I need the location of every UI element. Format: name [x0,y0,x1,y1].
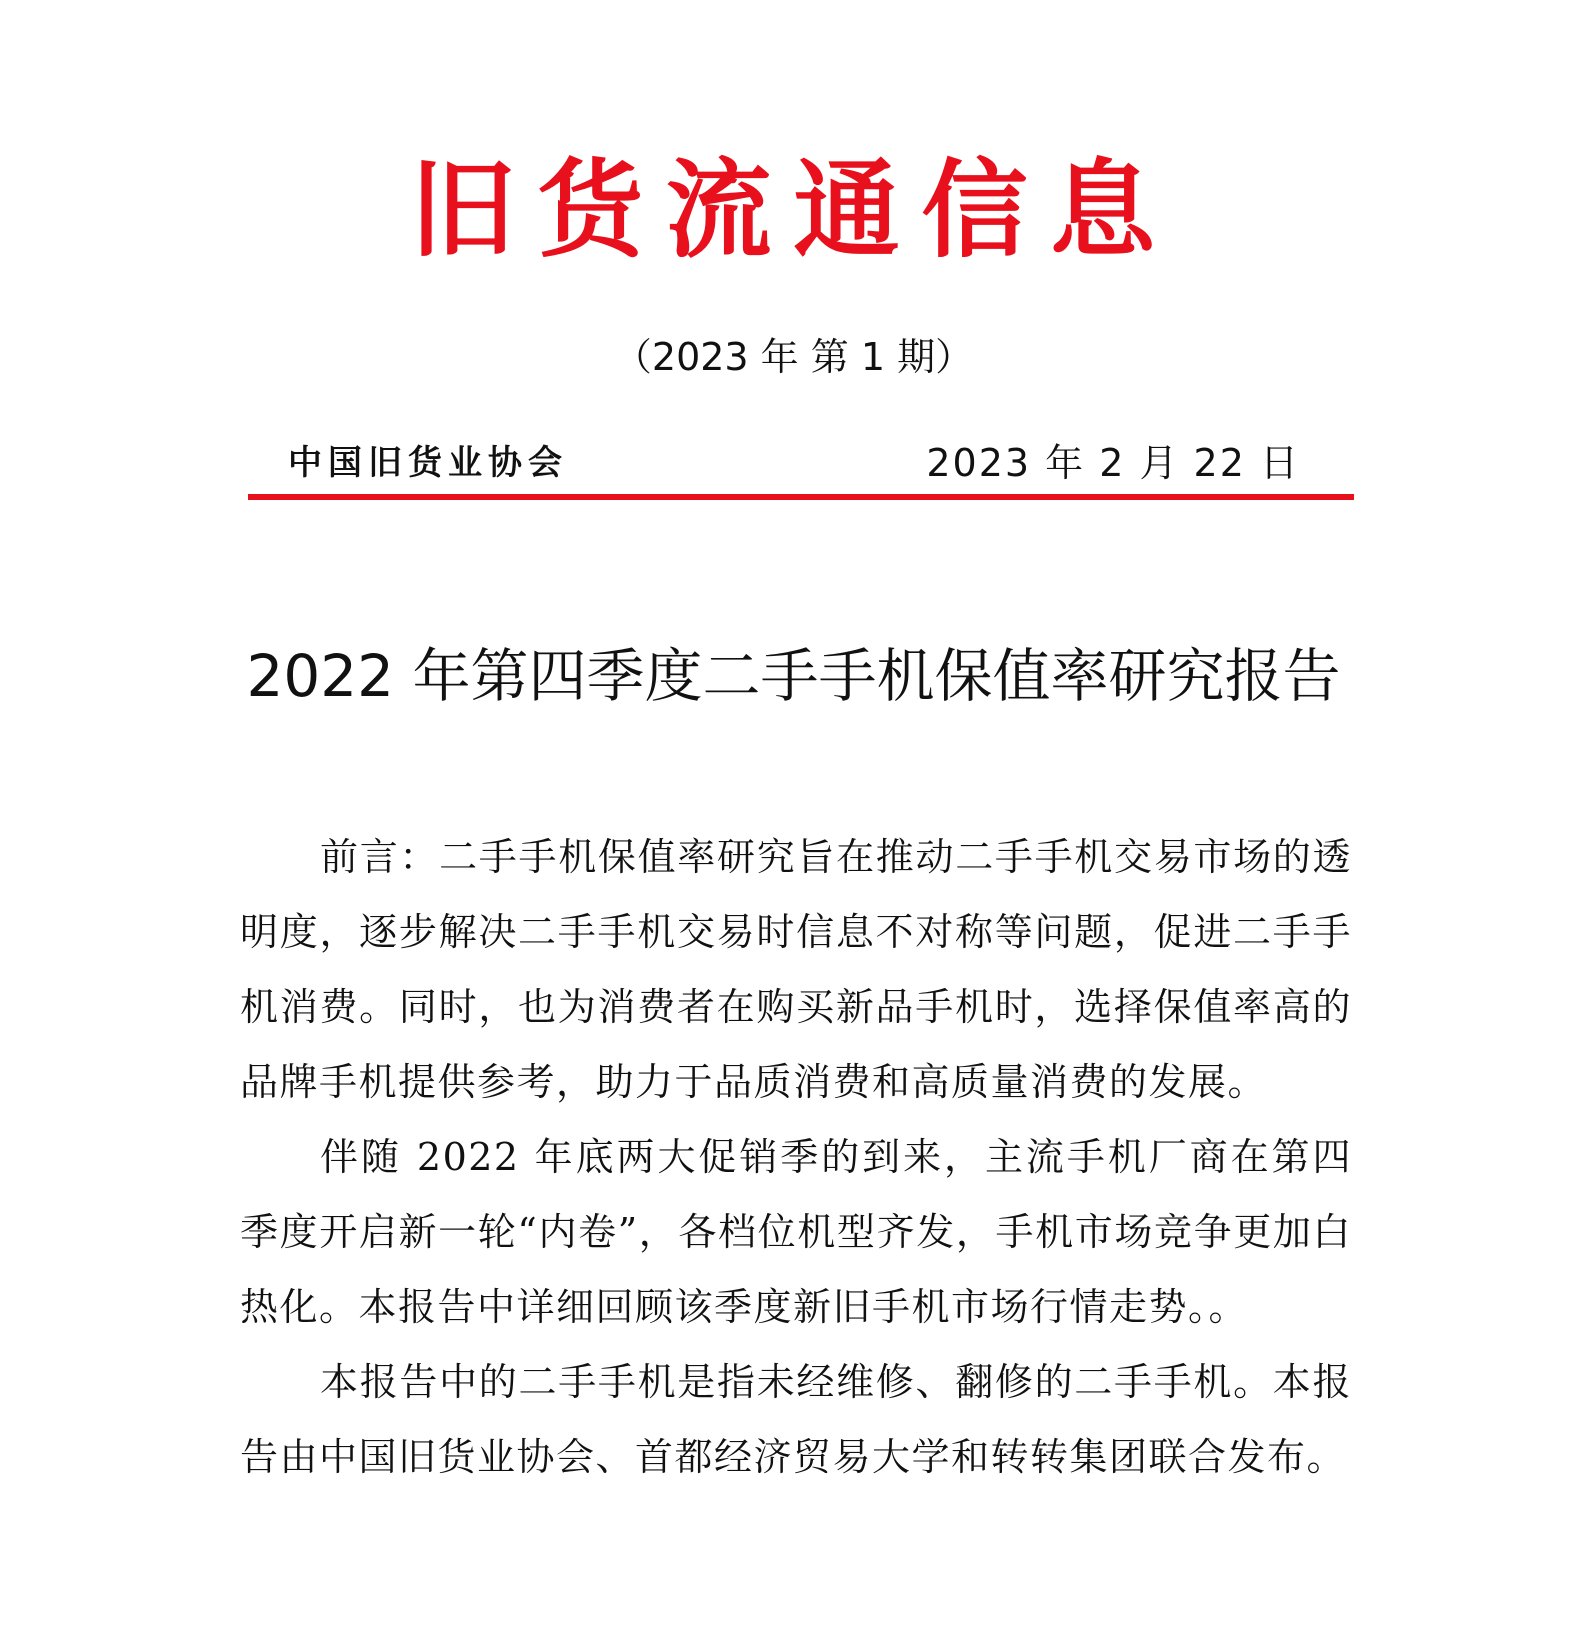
report-body [240,820,1352,1495]
issue-number: （2023 年 第 1 期） [613,335,974,379]
issuer-row [248,435,1348,491]
paragraph-preface: 前言：二手手机保值率研究旨在推动二手手机交易市场的透明度，逐步解决二手手机交易时信息不对称等问题，促进二手手机消费。同时，也为消费者在购买新品手机时，选择保值率高的品牌手机提供参考，助力于品质消费和高质量消费的发展。 [240,835,1352,1104]
issuer-name: 中国旧货业协会 [288,443,568,483]
publish-date: 2023 年 2 月 22 日 [926,441,1300,485]
paragraph-market: 伴随 2022 年底两大促销季的到来，主流手机厂商在第四季度开启新一轮“内卷”，各档位机型齐发，手机市场竞争更加白热化。本报告中详细回顾该季度新旧手机市场行情走势。。 [240,1135,1352,1329]
red-divider [248,494,1354,500]
paragraph-definition: 本报告中的二手手机是指未经维修、翻修的二手手机。本报告由中国旧货业协会、首都经济贸易大学和转转集团联合发布。 [240,1360,1352,1479]
report-title: 2022 年第四季度二手手机保值率研究报告 [246,642,1341,710]
masthead-title: 旧货流通信息 [409,147,1178,272]
